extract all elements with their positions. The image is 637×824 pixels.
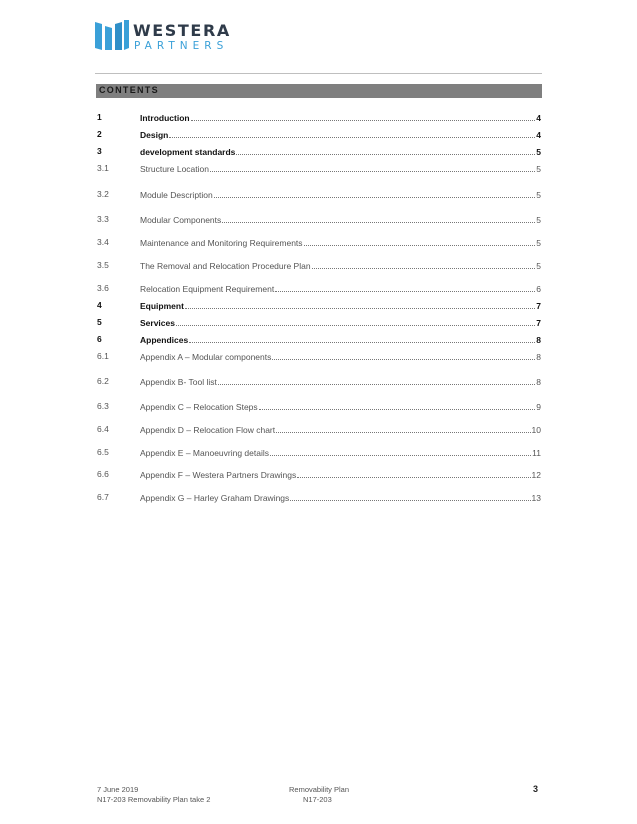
toc-leader-dots	[218, 376, 535, 385]
toc-leader-dots	[176, 317, 535, 326]
toc-leader-dots	[270, 447, 531, 456]
toc-entry-page: 5	[536, 261, 541, 271]
toc-entry-page: 8	[536, 352, 541, 362]
toc-entry-page: 8	[536, 377, 541, 387]
toc-leader-dots	[236, 146, 535, 155]
toc-entry-title: Equipment	[140, 301, 184, 311]
toc-entry-page: 4	[536, 113, 541, 123]
toc-entry-title: Introduction	[140, 113, 190, 123]
toc-entry-number: 6.7	[97, 492, 109, 502]
toc-entry-page: 7	[536, 301, 541, 311]
toc-leader-dots	[222, 214, 535, 223]
toc-entry[interactable]	[97, 144, 541, 158]
toc-leader-dots	[272, 351, 535, 360]
footer-date: 7 June 2019	[97, 785, 139, 794]
toc-entry-number: 6.2	[97, 376, 109, 386]
toc-entry-title: Maintenance and Monitoring Requirements	[140, 238, 303, 248]
toc-entry-title: Appendix C – Relocation Steps	[140, 402, 258, 412]
toc-entry[interactable]	[97, 235, 541, 249]
logo-subtitle: PARTNERS	[134, 40, 229, 52]
toc-entry-number: 6.4	[97, 424, 109, 434]
logo-mark-icon	[95, 20, 129, 52]
toc-entry-title: Modular Components	[140, 215, 222, 225]
toc-leader-dots	[185, 300, 535, 309]
toc-entry-number: 6.6	[97, 469, 109, 479]
toc-entry-page: 5	[536, 215, 541, 225]
toc-entry-title: Appendix B- Tool list	[140, 377, 217, 387]
toc-entry-number: 4	[97, 300, 102, 310]
toc-entry-page: 10	[531, 425, 541, 435]
toc-leader-dots	[297, 469, 530, 478]
toc-entry[interactable]	[97, 258, 541, 272]
toc-entry-page: 7	[536, 318, 541, 328]
toc-entry[interactable]	[97, 490, 541, 504]
footer-filename: N17-203 Removability Plan take 2	[97, 795, 211, 804]
toc-entry[interactable]	[97, 399, 541, 413]
toc-entry-number: 3.1	[97, 163, 109, 173]
toc-entry-number: 3.5	[97, 260, 109, 270]
toc-entry-number: 6.3	[97, 401, 109, 411]
toc-leader-dots	[191, 112, 536, 121]
toc-entry-page: 8	[536, 335, 541, 345]
logo-wordmark: WESTERA	[133, 21, 231, 40]
toc-leader-dots	[312, 260, 536, 269]
footer-page-number: 3	[532, 784, 538, 794]
toc-entry-page: 13	[531, 493, 541, 503]
toc-entry-page: 4	[536, 130, 541, 140]
toc-entry[interactable]	[97, 374, 541, 388]
footer-doc-code: N17-203	[303, 795, 332, 804]
toc-entry[interactable]	[97, 110, 541, 124]
toc-leader-dots	[290, 492, 530, 501]
toc-entry[interactable]	[97, 332, 541, 346]
toc-entry-page: 5	[536, 164, 541, 174]
toc-leader-dots	[214, 189, 536, 198]
toc-entry-number: 3	[97, 146, 102, 156]
toc-entry-number: 3.2	[97, 189, 109, 199]
toc-entry[interactable]	[97, 349, 541, 363]
toc-leader-dots	[275, 283, 535, 292]
toc-entry[interactable]	[97, 445, 541, 459]
toc-entry-title: Module Description	[140, 190, 213, 200]
toc-leader-dots	[304, 237, 536, 246]
header-rule	[95, 73, 542, 74]
toc-entry-number: 6	[97, 334, 102, 344]
company-logo	[95, 20, 245, 56]
toc-leader-dots	[169, 129, 535, 138]
toc-entry[interactable]	[97, 422, 541, 436]
toc-entry-number: 3.3	[97, 214, 109, 224]
toc-entry-title: Design	[140, 130, 169, 140]
toc-entry-title: The Removal and Relocation Procedure Plan	[140, 261, 311, 271]
toc-entry-number: 3.4	[97, 237, 109, 247]
toc-entry-page: 5	[536, 190, 541, 200]
toc-entry-title: development standards	[140, 147, 236, 157]
toc-entry-title: Services	[140, 318, 175, 328]
toc-leader-dots	[210, 163, 535, 172]
toc-entry-number: 3.6	[97, 283, 109, 293]
toc-entry-page: 11	[532, 448, 541, 458]
toc-entry-title: Appendix D – Relocation Flow chart	[140, 425, 276, 435]
toc-entry-number: 1	[97, 112, 102, 122]
toc-entry[interactable]	[97, 281, 541, 295]
toc-entry-title: Appendix G – Harley Graham Drawings	[140, 493, 290, 503]
toc-entry-title: Appendix E – Manoeuvring details	[140, 448, 269, 458]
toc-entry-page: 6	[536, 284, 541, 294]
toc-entry-title: Relocation Equipment Requirement	[140, 284, 275, 294]
toc-leader-dots	[276, 424, 530, 433]
toc-leader-dots	[189, 334, 535, 343]
contents-heading: CONTENTS	[99, 85, 159, 95]
footer-doc-title: Removability Plan	[289, 785, 350, 794]
toc-entry[interactable]	[97, 127, 541, 141]
toc-entry-number: 5	[97, 317, 102, 327]
toc-entry[interactable]	[97, 298, 541, 312]
toc-entry-title: Appendices	[140, 335, 189, 345]
toc-entry-number: 6.1	[97, 351, 109, 361]
toc-entry-title: Appendix A – Modular components	[140, 352, 272, 362]
contents-heading-bar	[96, 84, 542, 98]
toc-entry-page: 9	[536, 402, 541, 412]
toc-entry-title: Appendix F – Westera Partners Drawings	[140, 470, 297, 480]
toc-leader-dots	[259, 401, 536, 410]
toc-entry[interactable]	[97, 315, 541, 329]
toc-entry-page: 5	[536, 147, 541, 157]
toc-entry[interactable]	[97, 161, 541, 175]
toc-entry-page: 12	[531, 470, 541, 480]
toc-entry[interactable]	[97, 212, 541, 226]
toc-entry-number: 2	[97, 129, 102, 139]
toc-entry-number: 6.5	[97, 447, 109, 457]
toc-entry-title: Structure Location	[140, 164, 209, 174]
toc-entry-page: 5	[536, 238, 541, 248]
toc-entry[interactable]	[97, 467, 541, 481]
toc-entry[interactable]	[97, 187, 541, 201]
